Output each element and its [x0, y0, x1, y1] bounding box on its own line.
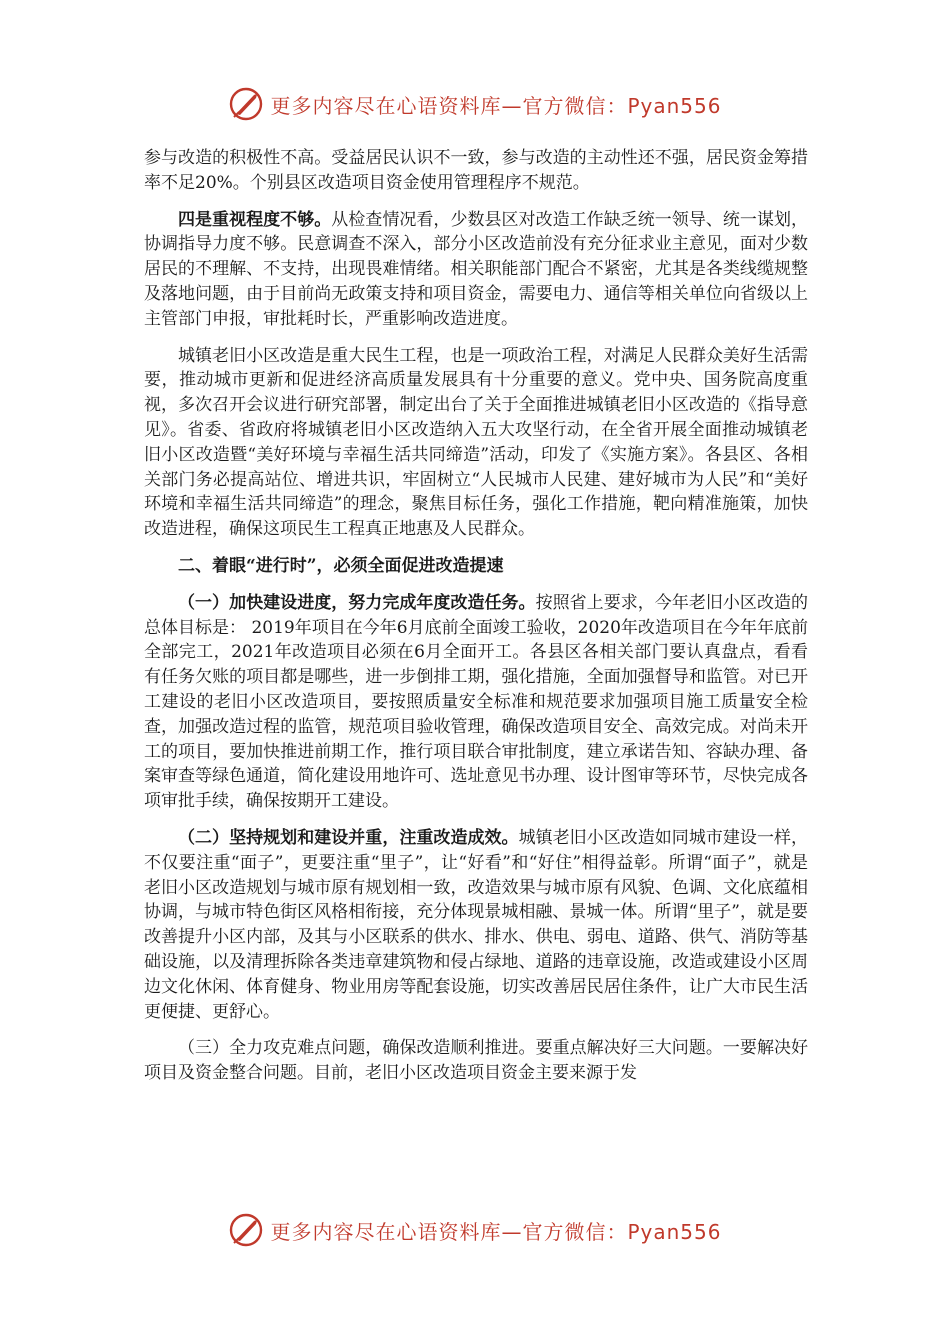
header-watermark-banner	[0, 82, 950, 126]
section-heading-2	[144, 554, 808, 579]
paragraph-1-text: 参与改造的积极性不高。受益居民认识不一致，参与改造的主动性还不强，居民资金筹措率不足20%。个别县区改造项目资金使用管理程序不规范。	[144, 148, 808, 193]
paragraph-3	[144, 344, 808, 542]
section-heading-2-text: 二、着眼“进行时”，必须全面促进改造提速	[178, 555, 504, 576]
paragraph-2	[144, 208, 808, 332]
paragraph-7-text: （三）全力攻克难点问题，确保改造顺利推进。要重点解决好三大问题。一要解决好项目及资金整合问题。目前，老旧小区改造项目资金主要来源于发	[144, 1038, 808, 1084]
paragraph-6-lead: （二）坚持规划和建设并重，注重改造成效。	[178, 827, 519, 848]
paragraph-2-lead: 四是重视程度不够。	[178, 209, 332, 230]
paragraph-5	[144, 591, 808, 814]
header-watermark-text: 更多内容尽在心语资料库—官方微信：Pyan556	[270, 93, 722, 118]
quill-pen-logo-icon	[228, 86, 264, 122]
quill-pen-logo-icon	[228, 1212, 264, 1248]
paragraph-5-text: 按照省上要求，今年老旧小区改造的总体目标是： 2019年项目在今年6月底前全面竣工验收，2020年改造项目在今年年底前全部完工，2021年改造项目必须在6月全面开工。各县区各相关部门要认真盘点，看看有任务欠账的项目都是哪些，进一步倒排工期，强化措施，全面加强督导和监管。对已开工建设的老旧小区改造项目，要按照质量安全标准和规范要求加强项目施工质量安全检查，加强改造过程的监管，规范项目验收管理，确保改造项目安全、高效完成。对尚未开工的项目，要加快推进前期工作，推行项目联合审批制度，建立承诺告知、容缺办理、备案审查等绿色通道，简化建设用地许可、选址意见书办理、设计图审等环节，尽快完成各项审批手续，确保按期开工建设。	[144, 592, 809, 812]
paragraph-3-text: 城镇老旧小区改造是重大民生工程，也是一项政治工程，对满足人民群众美好生活需要，推动城市更新和促进经济高质量发展具有十分重要的意义。党中央、国务院高度重视，多次召开会议进行研究部署，制定出台了关于全面推进城镇老旧小区改造的《指导意见》。省委、省政府将城镇老旧小区改造纳入五大攻坚行动，在全省开展全面推动城镇老旧小区改造暨“美好环境与幸福生活共同缔造”活动，印发了《实施方案》。各县区、各相关部门务必提高站位、增进共识，牢固树立“人民城市人民建、建好城市为人民”和“美好环境和幸福生活共同缔造”的理念，聚焦目标任务，强化工作措施，靶向精准施策，加快改造进程，确保这项民生工程真正地惠及人民群众。	[144, 345, 808, 540]
paragraph-5-lead: （一）加快建设进度，努力完成年度改造任务。	[178, 592, 536, 613]
footer-watermark-banner	[0, 1208, 950, 1252]
paragraph-7	[144, 1036, 808, 1086]
paragraph-1	[144, 146, 808, 196]
document-body	[144, 146, 808, 1086]
paragraph-2-text: 从检查情况看，少数县区对改造工作缺乏统一领导、统一谋划，协调指导力度不够。民意调查不深入，部分小区改造前没有充分征求业主意见，面对少数居民的不理解、不支持，出现畏难情绪。相关职能部门配合不紧密，尤其是各类线缆规整及落地问题，由于目前尚无政策支持和项目资金，需要电力、通信等相关单位向省级以上主管部门申报，审批耗时长，严重影响改造进度。	[144, 209, 808, 329]
paragraph-6-text: 城镇老旧小区改造如同城市建设一样，不仅要注重“面子”，更要注重“里子”，让“好看”和“好住”相得益彰。所谓“面子”，就是老旧小区改造规划与城市原有规划相一致，改造效果与城市原有风貌、色调、文化底蕴相协调，与城市特色街区风格相衔接，充分体现景城相融、景城一体。所谓“里子”，就是要改善提升小区内部，及其与小区联系的供水、排水、供电、弱电、道路、供气、消防等基础设施，以及清理拆除各类违章建筑物和侵占绿地、道路的违章设施，改造或建设小区周边文化休闲、体育健身、物业用房等配套设施，切实改善居民居住条件，让广大市民生活更便捷、更舒心。	[144, 827, 809, 1022]
footer-watermark-text: 更多内容尽在心语资料库—官方微信：Pyan556	[270, 1219, 722, 1244]
paragraph-6	[144, 826, 808, 1024]
